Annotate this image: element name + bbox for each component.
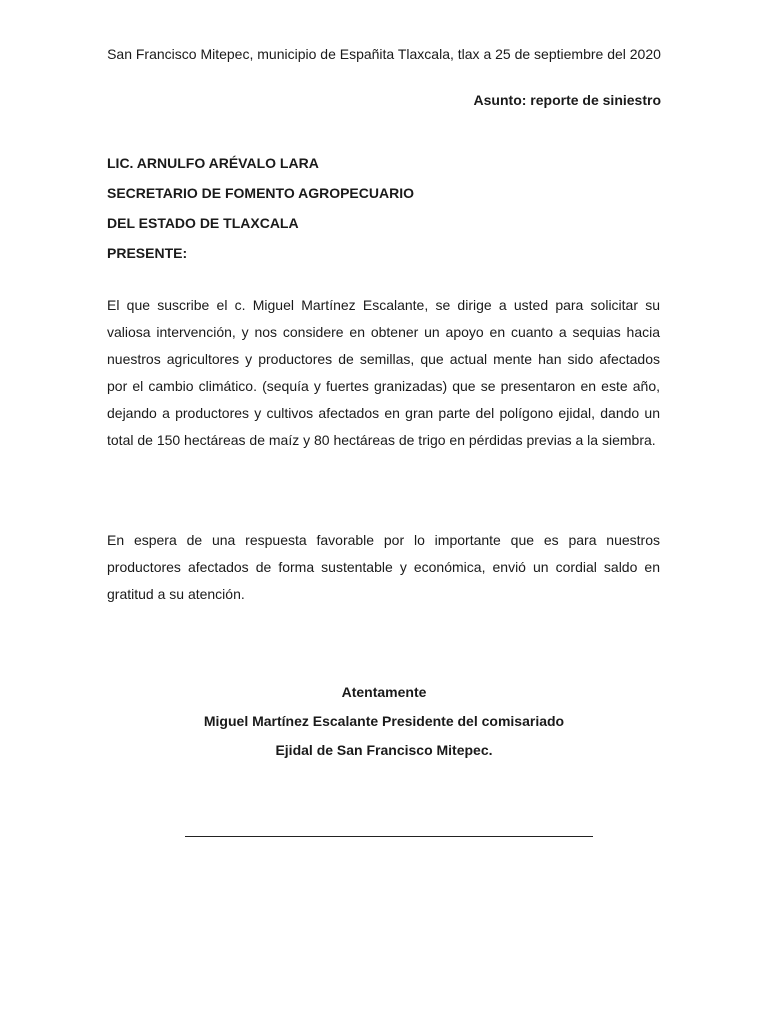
body-paragraph-2: En espera de una respuesta favorable por lo importante que es para nuestros productores afectados de forma sustentable y económica, envió un cordial saldo en gratitud a su atención. — [107, 532, 660, 602]
signature-line — [185, 836, 593, 837]
closing-block — [0, 678, 768, 765]
recipient-block — [107, 148, 414, 268]
recipient-title: SECRETARIO DE FOMENTO AGROPECUARIO — [107, 185, 414, 201]
body-paragraph-1: El que suscribe el c. Miguel Martínez Escalante, se dirige a usted para solicitar su valiosa intervención, y nos considere en obtener un apoyo en cuanto a sequias hacia nuestros agricultores y productores de semillas, que actual mente han sido afectados por el cambio climático. (sequía y fuertes granizadas) que se presentaron en este año, dejando a productores y cultivos afectados en gran parte del polígono ejidal, dando un total de 150 hectáreas de maíz y 80 hectáreas de trigo en pérdidas previas a la siembra. — [107, 297, 660, 448]
signer-name-title: Miguel Martínez Escalante Presidente del comisariado — [203, 713, 565, 729]
recipient-presente: PRESENTE: — [107, 245, 188, 261]
subject-line: Asunto: reporte de siniestro — [473, 92, 661, 108]
recipient-name: LIC. ARNULFO ARÉVALO LARA — [107, 155, 319, 171]
recipient-organization: DEL ESTADO DE TLAXCALA — [107, 215, 299, 231]
closing-salutation: Atentamente — [341, 684, 427, 700]
signer-organization: Ejidal de San Francisco Mitepec. — [275, 742, 493, 758]
place-date-line: San Francisco Mitepec, municipio de Españita Tlaxcala, tlax a 25 de septiembre del 2020 — [107, 46, 661, 62]
